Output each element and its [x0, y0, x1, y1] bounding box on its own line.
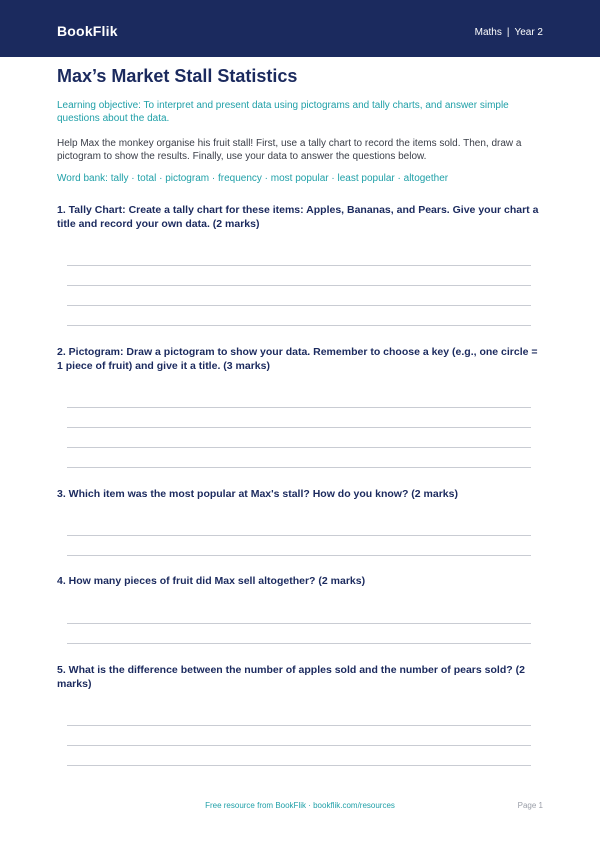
learning-objective: Learning objective: To interpret and present data using pictograms and tally charts, and answer simple questions about the data. — [57, 100, 509, 124]
year-label: Year 2 — [514, 27, 543, 38]
header-bar — [0, 0, 600, 57]
question-3: 3. Which item was the most popular at Max's stall? How do you know? (2 marks) — [57, 488, 458, 500]
answer-line[interactable] — [67, 447, 531, 448]
answer-line[interactable] — [67, 623, 531, 624]
question-5: 5. What is the difference between the number of apples sold and the number of pears sold? (2 marks) — [57, 664, 525, 690]
answer-line[interactable] — [67, 407, 531, 408]
page-number: Page 1 — [517, 801, 543, 810]
answer-line[interactable] — [67, 765, 531, 766]
worksheet-title: Max’s Market Stall Statistics — [57, 66, 298, 86]
answer-line[interactable] — [67, 555, 531, 556]
answer-line[interactable] — [67, 643, 531, 644]
instructions-text: Help Max the monkey organise his fruit stall! First, use a tally chart to record the items sold. Then, draw a pictogram to show the results. Finally, use your data to answer the questions below. — [57, 138, 522, 162]
brand-logo-text: BookFlik — [57, 23, 118, 39]
question-1: 1. Tally Chart: Create a tally chart for these items: Apples, Bananas, and Pears. Give your chart a title and record your own data. (2 marks) — [57, 204, 539, 230]
answer-line[interactable] — [67, 427, 531, 428]
question-4: 4. How many pieces of fruit did Max sell altogether? (2 marks) — [57, 575, 366, 587]
question-2: 2. Pictogram: Draw a pictogram to show your data. Remember to choose a key (e.g., one circle = 1 piece of fruit) and give it a title. (3 marks) — [57, 346, 538, 372]
answer-line[interactable] — [67, 305, 531, 306]
answer-line[interactable] — [67, 285, 531, 286]
meta-separator: | — [506, 27, 510, 38]
answer-line[interactable] — [67, 467, 531, 468]
answer-line[interactable] — [67, 725, 531, 726]
word-bank: Word bank: tally · total · pictogram · frequency · most popular · least popular · altogether — [57, 173, 449, 184]
answer-line[interactable] — [67, 745, 531, 746]
subject-label: Maths — [474, 27, 502, 38]
answer-line[interactable] — [67, 325, 531, 326]
subject-year-label — [475, 27, 543, 38]
footer-source-link[interactable]: Free resource from BookFlik · bookflik.com/resources — [205, 801, 395, 810]
answer-line[interactable] — [67, 535, 531, 536]
answer-line[interactable] — [67, 265, 531, 266]
